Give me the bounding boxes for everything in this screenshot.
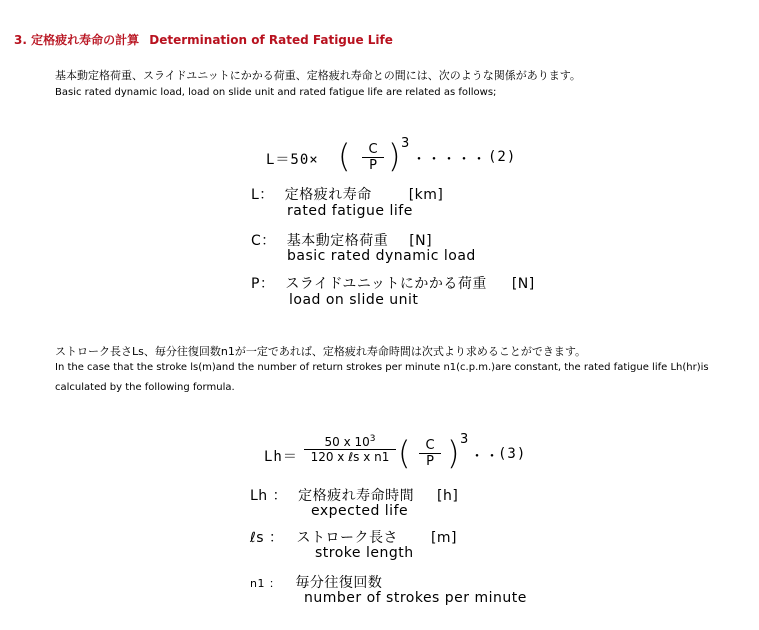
formula-3-fraction-1 — [304, 434, 396, 464]
def-Lh — [250, 485, 458, 505]
formula-2-numerator: C — [368, 142, 378, 157]
formula-3-number: (3) — [498, 446, 527, 462]
def-ls-unit: [m] — [430, 530, 457, 546]
section-heading — [14, 31, 393, 48]
def-Lh-symbol: Lh ： — [250, 488, 288, 504]
formula-3-numerator-2: C — [425, 438, 435, 453]
formula-3-denominator-2: P — [426, 454, 434, 469]
def-P-jp: スライドユニットにかかる荷重 — [285, 276, 487, 292]
def-ls-symbol: ℓs ： — [250, 530, 284, 546]
formula-3-exponent: 3 — [460, 432, 469, 447]
formula-2-left-paren: ( — [338, 137, 351, 175]
def-L — [251, 184, 443, 204]
def-Lh-jp: 定格疲れ寿命時間 — [298, 488, 415, 504]
def-Lh-unit: [h] — [437, 488, 459, 504]
def-C-jp: 基本動定格荷重 — [286, 233, 389, 249]
def-ls-en: stroke length — [315, 545, 414, 561]
section-heading-jp: 3. 定格疲れ寿命の計算 — [14, 33, 140, 47]
def-C — [251, 230, 432, 250]
formula-2-right-paren: ) — [388, 137, 401, 175]
def-L-symbol: L： — [251, 187, 274, 203]
formula-2-exponent: 3 — [401, 136, 410, 151]
formula-2-denominator: P — [369, 158, 377, 173]
def-C-en: basic rated dynamic load — [287, 248, 476, 264]
def-ls-jp: ストローク長さ — [296, 530, 398, 546]
intro-jp: 基本動定格荷重、スライドユニットにかかる荷重、定格疲れ寿命との間には、次のような関係があります。 — [55, 69, 581, 82]
def-Lh-en: expected life — [311, 503, 409, 519]
def-P-en: load on slide unit — [289, 292, 419, 308]
middle-en-2: calculated by the following formula. — [55, 382, 235, 393]
formula-3-numerator-1-exp: 3 — [369, 434, 376, 444]
middle-en-1: In the case that the stroke ls(m)and the number of return strokes per minute n1(c.p.m.)are constant, the rated fatigue life Lh(hr)is — [55, 362, 709, 373]
formula-2-fraction — [362, 142, 384, 173]
formula-3-numerator-1-text: 50 x 10 — [324, 435, 370, 449]
def-L-jp: 定格疲れ寿命 — [284, 187, 372, 203]
def-P-symbol: P： — [251, 276, 275, 292]
formula-3-lhs: Lh＝ — [264, 449, 298, 465]
def-P-unit: [N] — [511, 276, 535, 292]
formula-3-right-paren: ) — [447, 434, 460, 472]
formula-3-numerator-1 — [304, 434, 396, 449]
middle-jp: ストローク長さLs、毎分往復回数n1が一定であれば、定格疲れ寿命時間は次式より求めることができます。 — [55, 345, 586, 358]
def-L-en: rated fatigue life — [287, 203, 413, 219]
def-L-unit: [km] — [408, 187, 444, 203]
formula-3-left-paren: ( — [398, 434, 411, 472]
formula-3-dots: ・・ — [470, 449, 500, 465]
def-n1-symbol: n1 ： — [250, 577, 281, 590]
formula-2-number: (2) — [488, 149, 517, 165]
def-n1 — [250, 572, 382, 592]
def-C-symbol: C： — [251, 233, 276, 249]
def-ls — [250, 527, 457, 547]
def-P — [251, 273, 535, 293]
formula-2-lhs: L＝50× — [266, 152, 319, 168]
intro-en: Basic rated dynamic load, load on slide unit and rated fatigue life are related as follows; — [55, 87, 497, 98]
formula-3-fraction-2 — [419, 438, 441, 469]
formula-2-dots: ・・・・・ — [412, 152, 487, 168]
formula-3-denominator-1: 120 x ℓs x n1 — [310, 450, 390, 464]
section-heading-en: Determination of Rated Fatigue Life — [149, 33, 393, 47]
def-n1-jp: 毎分往復回数 — [295, 575, 383, 591]
def-n1-en: number of strokes per minute — [304, 590, 527, 606]
def-C-unit: [N] — [409, 233, 433, 249]
